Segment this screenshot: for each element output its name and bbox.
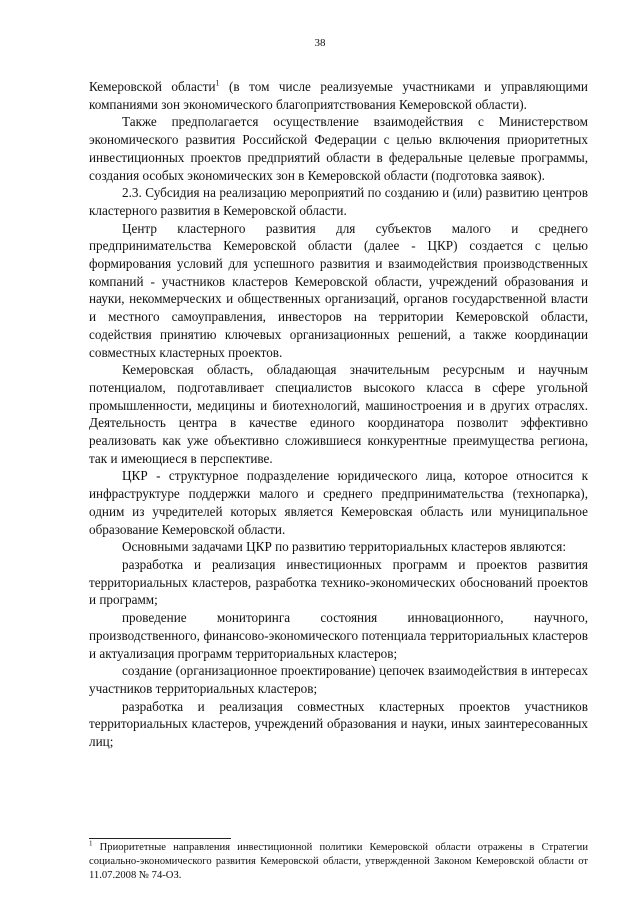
list-item: создание (организационное проектирование) цепочек взаимодействия в интересах участников территориальных кластеров; bbox=[89, 663, 588, 696]
paragraph: Кемеровская область, обладающая значительным ресурсным и научным потенциалом, подготавливает специалистов высокого класса в сфере угольной промышленности, медицины и биотехнологий, машиностроения и в других отраслях. Деятельность центра в качестве единого координатора позволит эффективно реализовать как уже объективно сложившиеся конкурентные преимущества региона, так и имеющиеся в перспективе. bbox=[89, 362, 588, 466]
footnote bbox=[89, 841, 588, 883]
footnote-separator bbox=[89, 838, 231, 839]
paragraph-text: Кемеровской области bbox=[89, 79, 216, 94]
paragraph: Также предполагается осуществление взаимодействия с Министерством экономического развития Российской Федерации с целью включения приоритетных инвестиционных проектов предприятий области в федеральные целевые программы, создания особых экономических зон в Кемеровской области (подготовка заявок). bbox=[89, 114, 588, 183]
footnote-body: Приоритетные направления инвестиционной политики Кемеровской области отражены в Стратегии социально-экономического развития Кемеровской области, утвержденной Законом Кемеровской области от 11.07.2008 № 74-ОЗ. bbox=[89, 842, 588, 881]
body-text bbox=[89, 78, 588, 751]
paragraph: Основными задачами ЦКР по развитию территориальных кластеров являются: bbox=[122, 539, 567, 555]
list-item: проведение мониторинга состояния инновационного, научного, производственного, финансово-экономического потенциала территориальных кластеров и актуализация программ территориальных кластеров; bbox=[89, 610, 588, 661]
paragraph: ЦКР - структурное подразделение юридического лица, которое относится к инфраструктуре поддержки малого и среднего предпринимательства (технопарка), одним из учредителей которых является Кемеровская область или муниципальное образование Кемеровской области. bbox=[89, 468, 588, 537]
section-heading: 2.3. Субсидия на реализацию мероприятий по созданию и (или) развитию центров кластерного развития в Кемеровской области. bbox=[89, 185, 588, 218]
page-number: 38 bbox=[314, 37, 326, 49]
list-item: разработка и реализация инвестиционных программ и проектов развития территориальных кластеров, разработка технико-экономических обоснований проектов и программ; bbox=[89, 556, 588, 608]
footnote-text bbox=[89, 841, 588, 883]
footnote-reference[interactable]: 1 bbox=[215, 78, 220, 88]
paragraph-text: (в том числе реализуемые участниками и управляющими компаниями зон экономического благоприятствования Кемеровской области). bbox=[89, 79, 588, 112]
footnote-mark: 1 bbox=[89, 839, 93, 848]
paragraph: Центр кластерного развития для субъектов малого и среднего предпринимательства Кемеровской области (далее - ЦКР) создается с целью формирования условий для успешного развития и взаимодействия производственных компаний - участников кластеров Кемеровской области, учреждений образования и науки, некоммерческих и общественных организаций, органов государственной власти и местного самоуправления, инвесторов на территории Кемеровской области, содействия принятию ключевых организационных решений, а также координации совместных кластерных проектов. bbox=[89, 220, 588, 360]
paragraph bbox=[89, 78, 588, 113]
list-item: разработка и реализация совместных кластерных проектов участников территориальных кластеров, учреждений образования и науки, иных заинтересованных лиц; bbox=[89, 698, 588, 750]
